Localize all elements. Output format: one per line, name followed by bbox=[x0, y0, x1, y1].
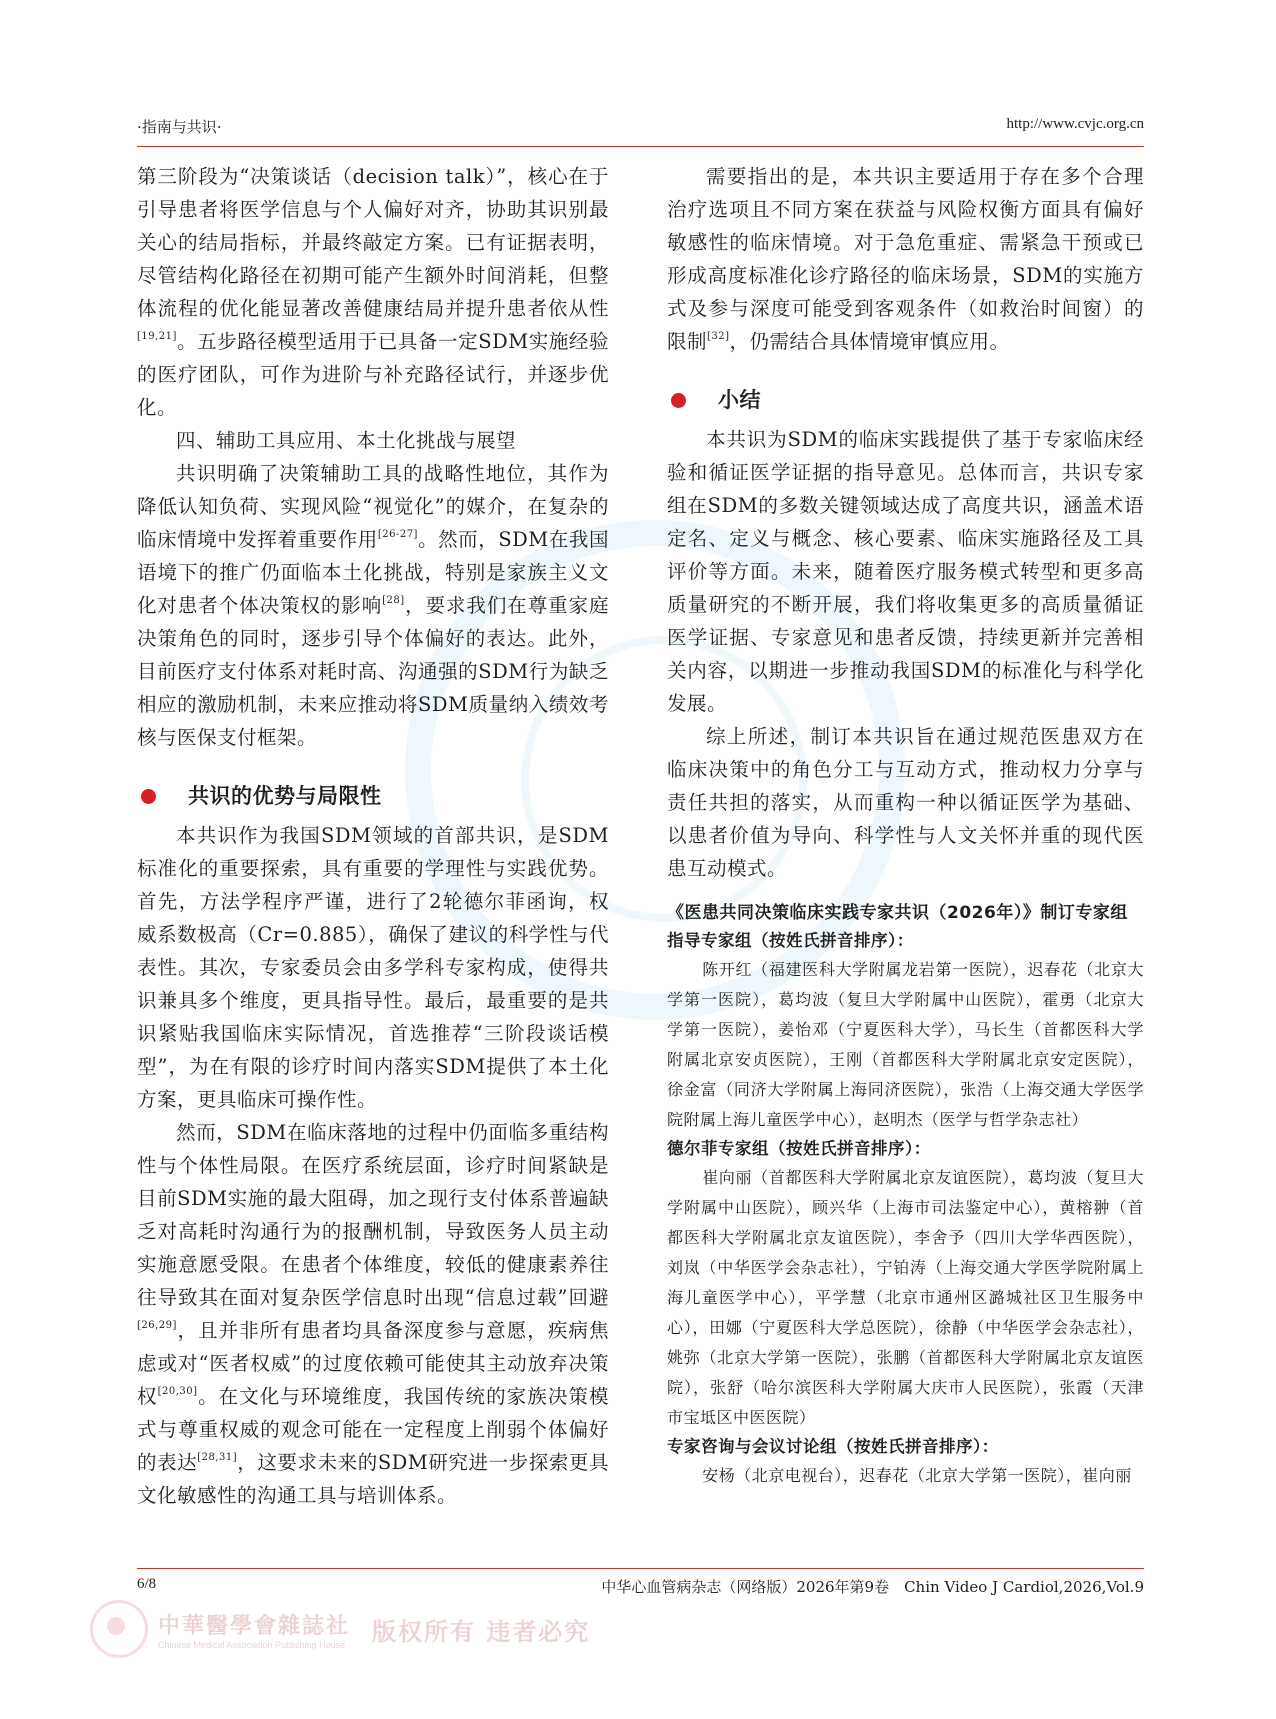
section-label: ·指南与共识· bbox=[137, 118, 222, 136]
guide-group-title: 指导专家组（按姓氏拼音排序）： bbox=[667, 931, 914, 950]
red-bullet-icon bbox=[141, 789, 156, 804]
paragraph-scope: 需要指出的是，本共识主要适用于存在多个合理治疗选项且不同方案在获益与风险权衡方面具有偏好敏感性的临床情境。对于急危重症、需紧急干预或已形成高度标准化诊疗路径的临床场景，SDM的实施方式及参与深度可能受到客观条件（如救治时间窗）的限制[32]，仍需结合具体情境审慎应用。 bbox=[667, 165, 1144, 353]
section-heading-strengths bbox=[137, 780, 609, 813]
delphi-group-title: 德尔菲专家组（按姓氏拼音排序）： bbox=[667, 1139, 931, 1158]
section-heading-text: 小结 bbox=[718, 388, 761, 412]
citation[interactable]: [28] bbox=[382, 595, 405, 606]
subsection-heading-tools: 四、辅助工具应用、本土化挑战与展望 bbox=[176, 429, 517, 452]
guide-group-members: 陈开红（福建医科大学附属龙岩第一医院），迟春花（北京大学第一医院），葛均波（复旦大学附属中山医院），霍勇（北京大学第一医院），姜怡邓（宁夏医科大学），马长生（首都医科大学附属北京安贞医院），王刚（首都医科大学附属北京安定医院），徐金富（同济大学附属上海同济医院），张浩（上海交通大学医学院附属上海儿童医学中心），赵明杰（医学与哲学杂志社） bbox=[667, 960, 1144, 1129]
delphi-group-members: 崔向丽（首都医科大学附属北京友谊医院），葛均波（复旦大学附属中山医院），顾兴华（上海市司法鉴定中心），黄榕翀（首都医科大学附属北京友谊医院），李舍予（四川大学华西医院），刘岚（中华医学会杂志社），宁铂涛（上海交通大学医学院附属上海儿童医学中心），平学慧（北京市通州区潞城社区卫生服务中心），田娜（宁夏医科大学总医院），徐静（中华医学会杂志社），姚弥（北京大学第一医院），张鹏（首都医科大学附属北京友谊医院），张舒（哈尔滨医科大学附属大庆市人民医院），张霞（天津市宝坻区中医医院） bbox=[667, 1168, 1144, 1427]
right-column bbox=[667, 160, 1144, 1491]
copyright-notice: 版权所有 违者必究 bbox=[372, 1616, 591, 1646]
section-heading-text: 共识的优势与局限性 bbox=[188, 784, 382, 808]
publisher-watermark bbox=[90, 1600, 590, 1658]
citation[interactable]: [19,21] bbox=[137, 331, 177, 342]
consult-group-members: 安杨（北京电视台），迟春花（北京大学第一医院），崔向丽 bbox=[702, 1466, 1132, 1485]
paragraph-decision-talk: 第三阶段为“决策谈话（decision talk）”，核心在于引导患者将医学信息与个人偏好对齐，协助其识别最关心的结局指标，并最终敲定方案。已有证据表明，尽管结构化路径在初期可能产生额外时间消耗，但整体流程的优化能显著改善健康结局并提升患者依从性[19,21]。五步路径模型适用于已具备一定SDM实施经验的医疗团队，可作为进阶与补充路径试行，并逐步优化。 bbox=[137, 165, 609, 419]
citation[interactable]: [28,31] bbox=[197, 1452, 238, 1463]
journal-citation: 中华心血管病杂志（网络版）2026年第9卷 Chin Video J Cardiol,2026,Vol.9 bbox=[601, 1578, 1144, 1596]
publisher-name: 中華醫學會雜誌社 Chinese Medical Association Publishing House bbox=[158, 1612, 351, 1650]
paragraph-summary: 本共识为SDM的临床实践提供了基于专家临床经验和循证医学证据的指导意见。总体而言，共识专家组在SDM的多数关键领域达成了高度共识，涵盖术语定名、定义与概念、核心要素、临床实施路径及工具评价等方面。未来，随着医疗服务模式转型和更多高质量研究的不断开展，我们将收集更多的高质量循证医学证据、专家意见和患者反馈，持续更新并完善相关内容，以期进一步推动我国SDM的标准化与科学化发展。 bbox=[667, 428, 1144, 715]
left-column bbox=[137, 160, 609, 1512]
red-bullet-icon bbox=[671, 393, 686, 408]
consult-group-title: 专家咨询与会议讨论组（按姓氏拼音排序）： bbox=[667, 1437, 999, 1456]
expert-group-title: 《医患共同决策临床实践专家共识（2026年）》制订专家组 bbox=[667, 903, 1128, 923]
citation[interactable]: [32] bbox=[707, 331, 730, 342]
journal-url[interactable]: http://www.cvjc.org.cn bbox=[1006, 116, 1144, 132]
section-heading-summary bbox=[667, 384, 1144, 417]
footer-divider bbox=[137, 1568, 1144, 1569]
citation[interactable]: [20,30] bbox=[157, 1386, 198, 1397]
citation[interactable]: [26,29] bbox=[137, 1320, 177, 1331]
publisher-name-en: Chinese Medical Association Publishing House bbox=[158, 1639, 346, 1650]
cma-logo-icon bbox=[90, 1600, 148, 1658]
citation[interactable]: [26-27] bbox=[377, 529, 418, 540]
paragraph-limitations: 然而，SDM在临床落地的过程中仍面临多重结构性与个体性局限。在医疗系统层面，诊疗时间紧缺是目前SDM实施的最大阻碍，加之现行支付体系普遍缺乏对高耗时沟通行为的报酬机制，导致医务人员主动实施意愿受限。在患者个体维度，较低的健康素养往往导致其在面对复杂医学信息时出现“信息过载”回避[26,29]，且并非所有患者均具备深度参与意愿，疾病焦虑或对“医者权威”的过度依赖可能使其主动放弃决策权[20,30]。在文化与环境维度，我国传统的家族决策模式与尊重权威的观念可能在一定程度上削弱个体偏好的表达[28,31]，这要求未来的SDM研究进一步探索更具文化敏感性的沟通工具与培训体系。 bbox=[137, 1121, 609, 1507]
paragraph-tools: 共识明确了决策辅助工具的战略性地位，其作为降低认知负荷、实现风险“视觉化”的媒介，在复杂的临床情境中发挥着重要作用[26-27]。然而，SDM在我国语境下的推广仍面临本土化挑战，特别是家族主义文化对患者个体决策权的影响[28]，要求我们在尊重家庭决策角色的同时，逐步引导个体偏好的表达。此外，目前医疗支付体系对耗时高、沟通强的SDM行为缺乏相应的激励机制，未来应推动将SDM质量纳入绩效考核与医保支付框架。 bbox=[137, 462, 609, 749]
paragraph-conclusion: 综上所述，制订本共识旨在通过规范医患双方在临床决策中的角色分工与互动方式，推动权力分享与责任共担的落实，从而重构一种以循证医学为基础、以患者价值为导向、科学性与人文关怀并重的现代医患互动模式。 bbox=[667, 725, 1144, 880]
header-divider bbox=[137, 146, 1144, 147]
page-number: 6/8 bbox=[137, 1576, 157, 1592]
paragraph-strengths: 本共识作为我国SDM领域的首部共识，是SDM标准化的重要探索，具有重要的学理性与实践优势。首先，方法学程序严谨，进行了2轮德尔菲函询，权威系数极高（Cr=0.885），确保了建议的科学性与代表性。其次，专家委员会由多学科专家构成，使得共识兼具多个维度，更具指导性。最后，最重要的是共识紧贴我国临床实际情况，首选推荐“三阶段谈话模型”，为在有限的诊疗时间内落实SDM提供了本土化方案，更具临床可操作性。 bbox=[137, 824, 609, 1111]
